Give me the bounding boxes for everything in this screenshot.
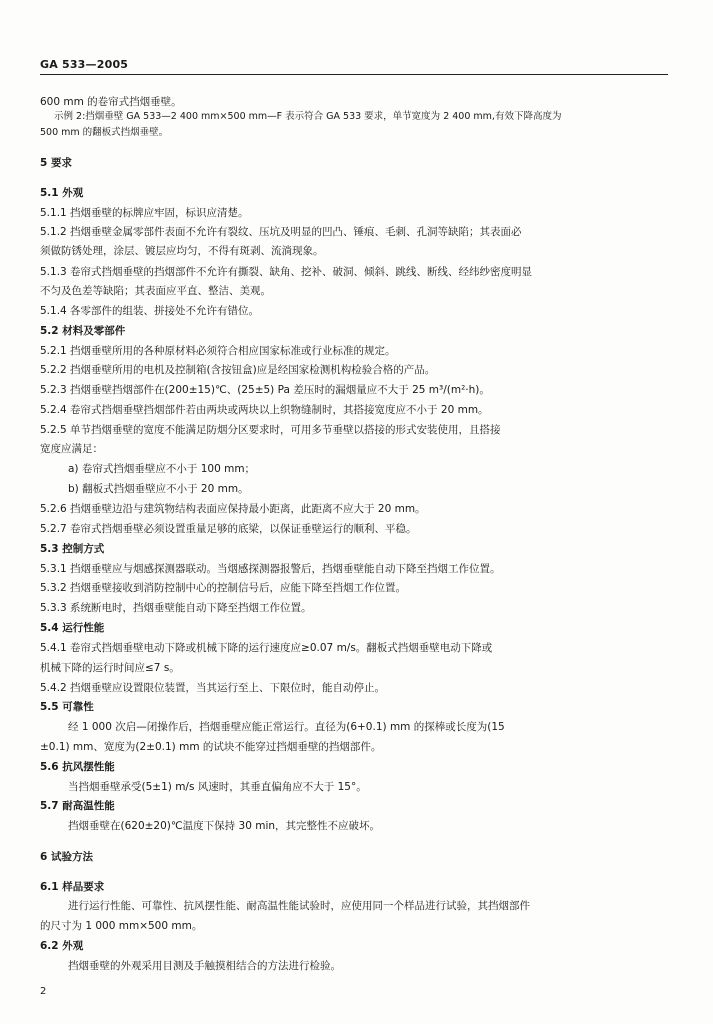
section-heading: 5 要求 bbox=[40, 157, 72, 169]
clause-line: 当挡烟垂壁承受(5±1) m/s 风速时，其垂直偏角应不大于 15°。 bbox=[68, 781, 367, 793]
clause-line: 5.4.1 卷帘式挡烟垂壁电动下降或机械下降的运行速度应≥0.07 m/s。翻板式挡烟垂壁电动下降或 bbox=[40, 642, 493, 654]
text-line: 600 mm 的卷帘式挡烟垂壁。 bbox=[40, 96, 182, 108]
clause-line: 挡烟垂壁在(620±20)℃温度下保持 30 min，其完整性不应破坏。 bbox=[68, 820, 381, 832]
clause-line: 5.3.1 挡烟垂壁应与烟感探测器联动。当烟感探测器报警后，挡烟垂壁能自动下降至挡烟工作位置。 bbox=[40, 563, 501, 575]
clause-line: 经 1 000 次启—闭操作后，挡烟垂壁应能正常运行。直径为(6+0.1) mm 的探棒或长度为(15 bbox=[68, 721, 505, 733]
example-line: 500 mm 的翻板式挡烟垂壁。 bbox=[40, 127, 169, 138]
clause-line: 宽度应满足： bbox=[40, 443, 103, 455]
clause-line: 5.2.3 挡烟垂壁挡烟部件在(200±15)℃、(25±5) Pa 差压时的漏烟量应不大于 25 m³/(m²·h)。 bbox=[40, 384, 490, 396]
header-rule bbox=[40, 74, 668, 75]
subsection-heading: 5.2 材料及零部件 bbox=[40, 325, 126, 337]
clause-line: 5.2.5 单节挡烟垂壁的宽度不能满足防烟分区要求时，可用多节垂壁以搭接的形式安装使用，且搭接 bbox=[40, 424, 501, 436]
subsection-heading: 5.4 运行性能 bbox=[40, 622, 105, 634]
clause-line: ±0.1) mm、宽度为(2±0.1) mm 的试块不能穿过挡烟垂壁的挡烟部件。 bbox=[40, 741, 382, 753]
clause-line: 5.3.3 系统断电时，挡烟垂壁能自动下降至挡烟工作位置。 bbox=[40, 602, 312, 614]
clause-line: 5.2.4 卷帘式挡烟垂壁挡烟部件若由两块或两块以上织物缝制时，其搭接宽度应不小于 20 mm。 bbox=[40, 404, 489, 416]
example-line: 示例 2:挡烟垂壁 GA 533—2 400 mm×500 mm—F 表示符合 GA 533 要求，单节宽度为 2 400 mm,有效下降高度为 bbox=[54, 111, 562, 122]
clause-line: 5.4.2 挡烟垂壁应设置限位装置，当其运行至上、下限位时，能自动停止。 bbox=[40, 682, 386, 694]
clause-line: 5.2.7 卷帘式挡烟垂壁必须设置重量足够的底梁，以保证垂壁运行的顺利、平稳。 bbox=[40, 523, 417, 535]
standard-code: GA 533—2005 bbox=[40, 58, 129, 71]
clause-line: 进行运行性能、可靠性、抗风摆性能、耐高温性能试验时，应使用同一个样品进行试验，其挡烟部件 bbox=[68, 900, 530, 912]
clause-line: 的尺寸为 1 000 mm×500 mm。 bbox=[40, 920, 203, 932]
list-item: b) 翻板式挡烟垂壁应不小于 20 mm。 bbox=[68, 483, 249, 495]
clause-line: 5.3.2 挡烟垂壁接收到消防控制中心的控制信号后，应能下降至挡烟工作位置。 bbox=[40, 582, 407, 594]
clause-line: 5.1.1 挡烟垂壁的标牌应牢固，标识应清楚。 bbox=[40, 207, 249, 219]
page-number: 2 bbox=[40, 986, 47, 997]
clause-line: 5.1.2 挡烟垂壁金属零部件表面不允许有裂纹、压坑及明显的凹凸、锤痕、毛刺、孔洞等缺陷；其表面必 bbox=[40, 226, 522, 238]
clause-line: 机械下降的运行时间应≤7 s。 bbox=[40, 662, 180, 674]
subsection-heading: 6.2 外观 bbox=[40, 940, 84, 952]
clause-line: 挡烟垂壁的外观采用目测及手触摸相结合的方法进行检验。 bbox=[68, 960, 341, 972]
subsection-heading: 5.7 耐高温性能 bbox=[40, 800, 115, 812]
section-heading: 6 试验方法 bbox=[40, 851, 93, 863]
subsection-heading: 5.5 可靠性 bbox=[40, 701, 94, 713]
subsection-heading: 5.1 外观 bbox=[40, 187, 84, 199]
subsection-heading: 5.6 抗风摆性能 bbox=[40, 761, 115, 773]
clause-line: 5.2.2 挡烟垂壁所用的电机及控制箱(含按钮盒)应是经国家检测机构检验合格的产品。 bbox=[40, 364, 436, 376]
list-item: a) 卷帘式挡烟垂壁应不小于 100 mm； bbox=[68, 463, 256, 475]
clause-line: 须做防锈处理，涂层、镀层应均匀，不得有斑剥、流淌现象。 bbox=[40, 245, 324, 257]
clause-line: 5.2.6 挡烟垂壁边沿与建筑物结构表面应保持最小距离，此距离不应大于 20 mm。 bbox=[40, 503, 426, 515]
subsection-heading: 5.3 控制方式 bbox=[40, 543, 105, 555]
subsection-heading: 6.1 样品要求 bbox=[40, 881, 105, 893]
clause-line: 5.1.3 卷帘式挡烟垂壁的挡烟部件不允许有撕裂、缺角、挖补、破洞、倾斜、跳线、断线、经纬纱密度明显 bbox=[40, 266, 533, 278]
clause-line: 不匀及色差等缺陷；其表面应平直、整洁、美观。 bbox=[40, 285, 271, 297]
clause-line: 5.2.1 挡烟垂壁所用的各种原材料必须符合相应国家标准或行业标准的规定。 bbox=[40, 345, 396, 357]
clause-line: 5.1.4 各零部件的组装、拼接处不允许有错位。 bbox=[40, 305, 260, 317]
